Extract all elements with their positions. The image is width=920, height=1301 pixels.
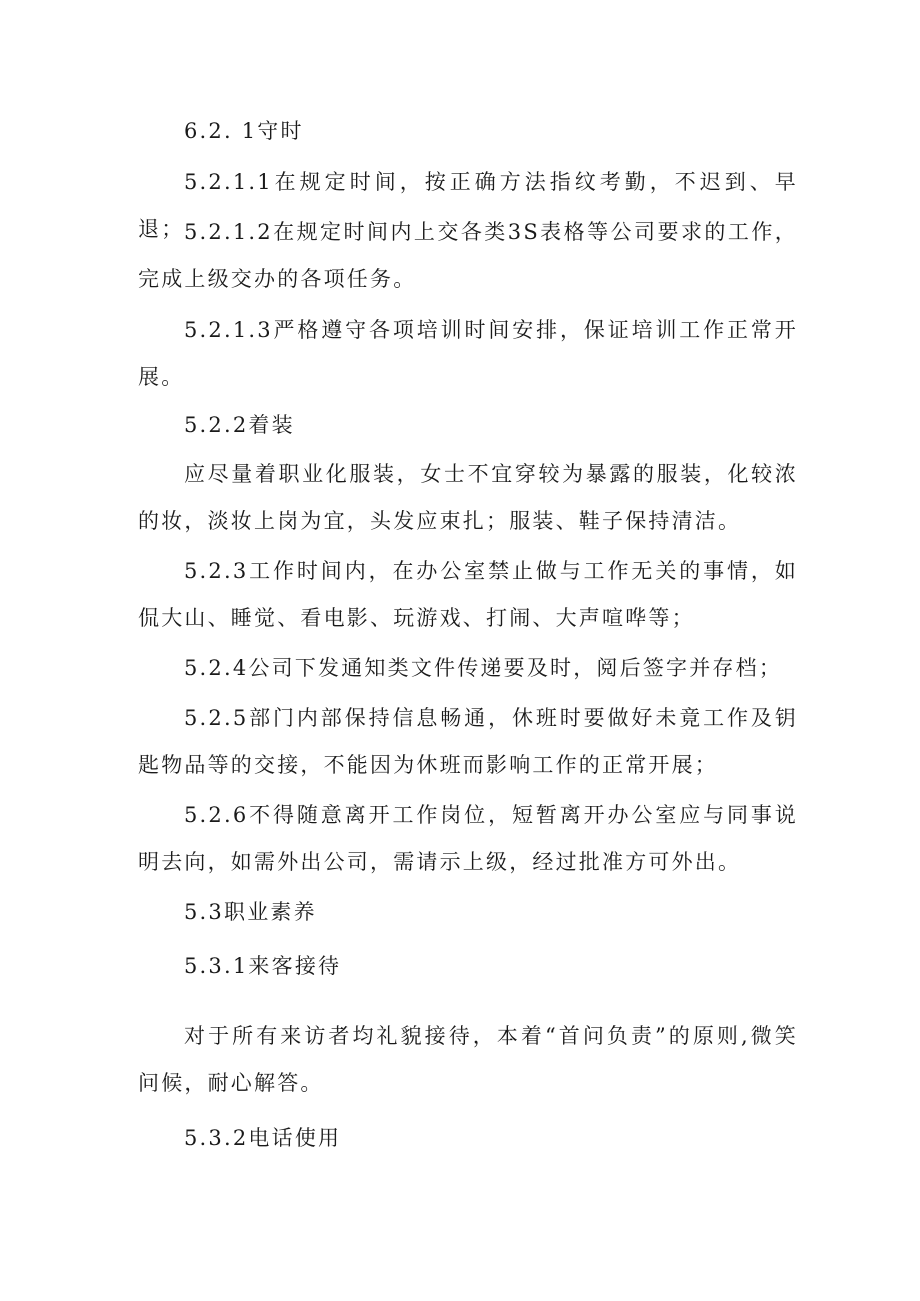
paragraph-reception: 对于所有来访者均礼貌接待，本着“首问负责”的原则,微笑问候，耐心解答。 <box>138 1024 798 1095</box>
paragraph-5-2-1-2: 5.2.1.2在规定时间内上交各类3S表格等公司要求的工作，完成上级交办的各项任务。 <box>138 220 798 291</box>
paragraph-5-2-3: 5.2.3工作时间内，在办公室禁止做与工作无关的事情，如侃大山、睡觉、看电影、玩游戏、打闹、大声喧哗等； <box>138 559 798 630</box>
paragraph-5-2-1-1: 5.2.1.1在规定时间，按正确方法指纹考勤，不迟到、早退； <box>138 170 798 241</box>
paragraph-5-2-4: 5.2.4公司下发通知类文件传递要及时，阅后签字并存档； <box>184 656 783 680</box>
section-heading-5-3-2: 5.3.2电话使用 <box>184 1126 342 1150</box>
section-heading-5-2-2: 5.2.2着装 <box>184 413 295 437</box>
paragraph-5-2-5: 5.2.5部门内部保持信息畅通，休班时要做好未竟工作及钥匙物品等的交接，不能因为休班而影响工作的正常开展； <box>138 706 798 777</box>
section-heading-5-3: 5.3职业素养 <box>184 900 317 924</box>
section-heading-6-2-1: 6.2. 1守时 <box>184 119 304 143</box>
paragraph-5-2-1-3: 5.2.1.3严格遵守各项培训时间安排，保证培训工作正常开展。 <box>138 318 798 389</box>
paragraph-5-2-6: 5.2.6不得随意离开工作岗位，短暂离开办公室应与同事说明去向，如需外出公司，需请示上级，经过批准方可外出。 <box>138 803 798 874</box>
paragraph-dress-code: 应尽量着职业化服装，女士不宜穿较为暴露的服装，化较浓的妆，淡妆上岗为宜，头发应束扎；服装、鞋子保持清洁。 <box>138 462 798 533</box>
section-heading-5-3-1: 5.3.1来客接待 <box>184 954 342 978</box>
